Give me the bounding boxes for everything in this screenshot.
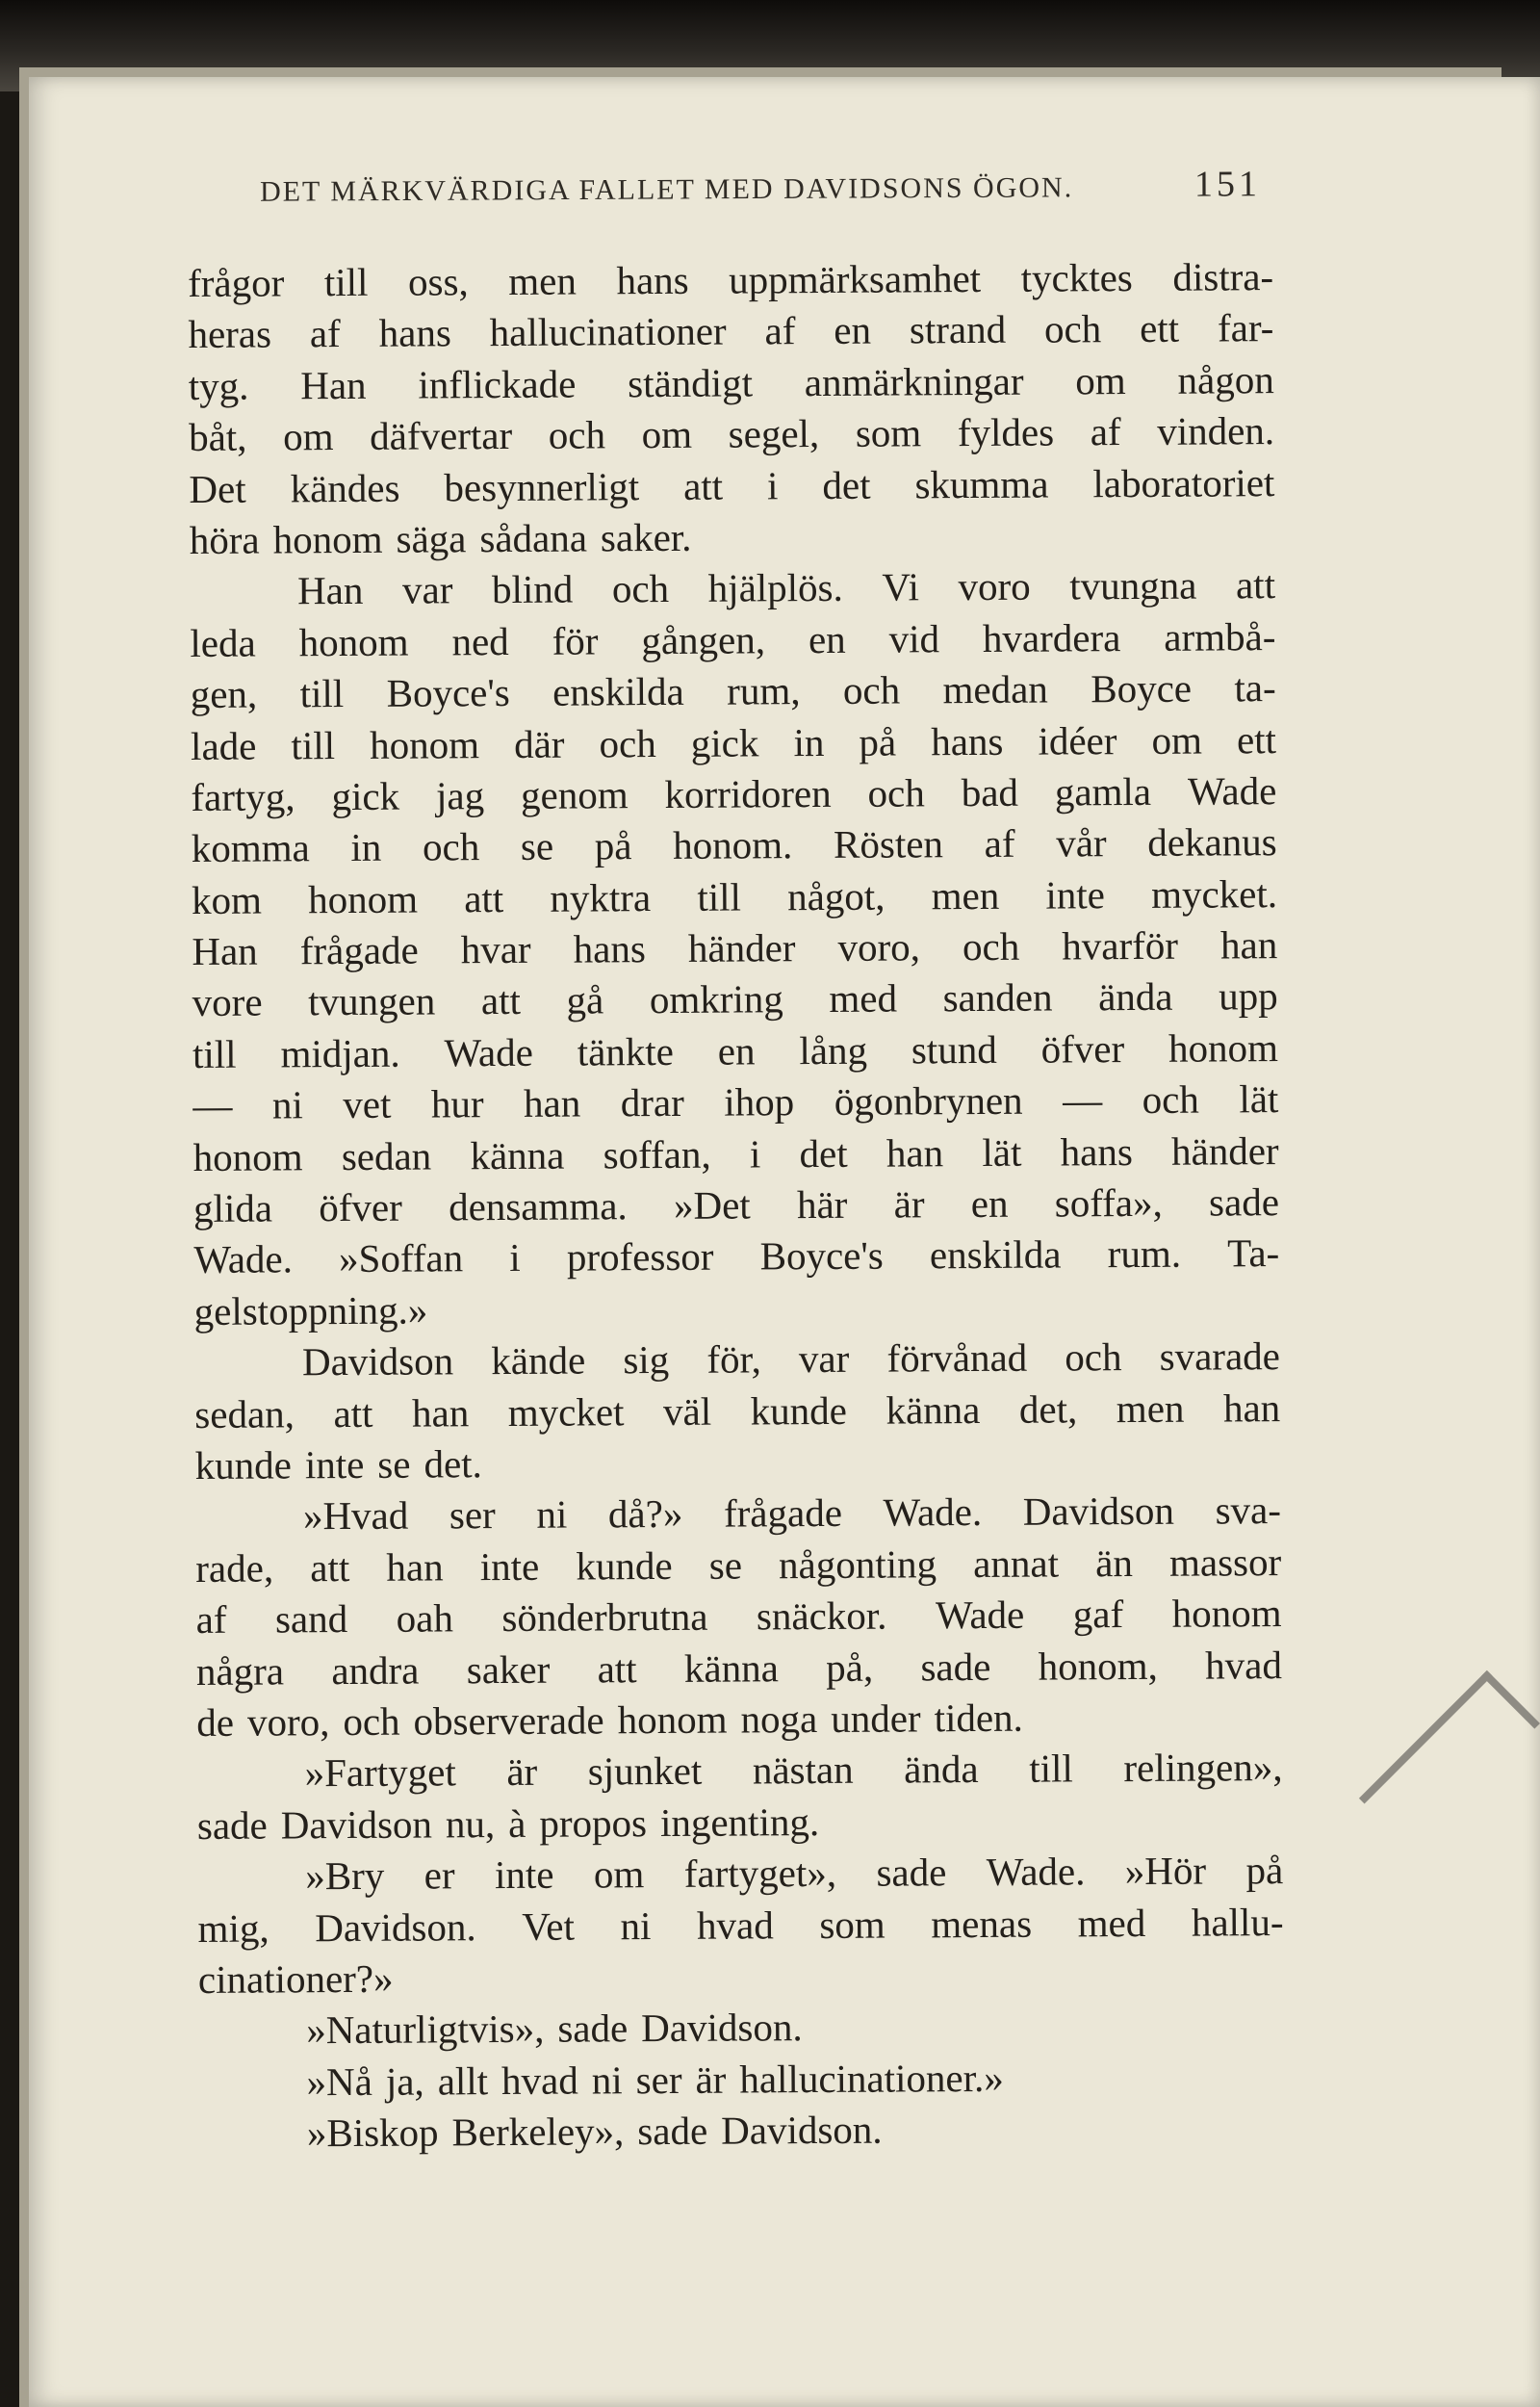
text-line: lade till honom där och gick in på hans idéer om ett: [190, 716, 1277, 768]
text-line: komma in och se på honom. Rösten af vår dekanus: [191, 819, 1277, 871]
text-line: gen, till Boyce's enskilda rum, och medan Boyce ta-: [190, 665, 1276, 717]
text-line: »Bry er inte om fartyget», sade Wade. »Hör på: [305, 1848, 1284, 1899]
text-line: Davidson kände sig för, var förvånad och svarade: [301, 1333, 1281, 1385]
text-line: heras af hans hallucinationer af en strand och ett far-: [188, 305, 1274, 357]
body-text: [188, 251, 1285, 2160]
text-line: Det kändes besynnerligt att i det skumma laboratoriet: [189, 459, 1275, 511]
text-line: fartyg, gick jag genom korridoren och bad gamla Wade: [191, 768, 1277, 819]
text-line: tyg. Han inflickade ständigt anmärkningar om någon: [188, 356, 1274, 408]
text-line: de voro, och observerade honom noga under tiden.: [196, 1695, 1023, 1745]
text-line: Han frågade hvar hans händer voro, och hvarför han: [192, 922, 1278, 974]
text-line: höra honom säga sådana saker.: [189, 514, 692, 562]
text-line: sade Davidson nu, à propos ingenting.: [196, 1799, 820, 1848]
text-line: gelstoppning.»: [193, 1287, 428, 1333]
text-line: vore tvungen att gå omkring med sanden ända upp: [192, 973, 1278, 1025]
text-line: några andra saker att känna på, sade honom, hvad: [195, 1642, 1283, 1694]
text-line: sedan, att han mycket väl kunde känna det, men han: [194, 1385, 1281, 1436]
text-line: båt, om däfvertar och om segel, som fyldes af vinden.: [188, 408, 1275, 460]
text-line: mig, Davidson. Vet ni hvad som menas med hallu-: [197, 1899, 1284, 1951]
text-line: »Hvad ser ni då?» frågade Wade. Davidson sva-: [302, 1488, 1282, 1539]
text-line: »Naturligtvis», sade Davidson.: [306, 2005, 803, 2053]
text-line: frågor till oss, men hans uppmärksamhet tycktes distra-: [188, 254, 1274, 305]
text-line: leda honom ned för gången, en vid hvardera armbå-: [190, 613, 1276, 665]
text-line: kom honom att nyktra till något, men inte mycket.: [191, 870, 1278, 922]
text-line: »Nå ja, allt hvad ni ser är hallucinationer.»: [306, 2055, 1004, 2104]
page-number: 151: [1194, 164, 1262, 205]
text-line: rade, att han inte kunde se någonting annat än massor: [195, 1539, 1282, 1591]
running-head: [260, 163, 1261, 210]
text-line: »Biskop Berkeley», sade Davidson.: [306, 2107, 883, 2156]
text-line: glida öfver densamma. »Det här är en soffa», sade: [192, 1179, 1280, 1231]
text-line: kunde inte se det.: [194, 1441, 482, 1488]
text-line: Wade. »Soffan i professor Boyce's enskilda rum. Ta-: [193, 1230, 1280, 1282]
text-line: — ni vet hur han drar ihop ögonbrynen — och lät: [192, 1076, 1279, 1128]
text-line: Han var blind och hjälplös. Vi voro tvungna att: [296, 562, 1276, 613]
text-line: till midjan. Wade tänkte en lång stund öfver honom: [192, 1024, 1279, 1076]
running-head-title: DET MÄRKVÄRDIGA FALLET MED DAVIDSONS ÖGON.: [259, 171, 1074, 208]
text-line: honom sedan känna soffan, i det han lät hans händer: [192, 1127, 1279, 1179]
text-line: »Fartyget är sjunket nästan ända till relingen»,: [304, 1745, 1283, 1796]
text-line: cinationer?»: [197, 1955, 394, 2002]
text-line: af sand oah sönderbrutna snäckor. Wade gaf honom: [195, 1591, 1282, 1643]
